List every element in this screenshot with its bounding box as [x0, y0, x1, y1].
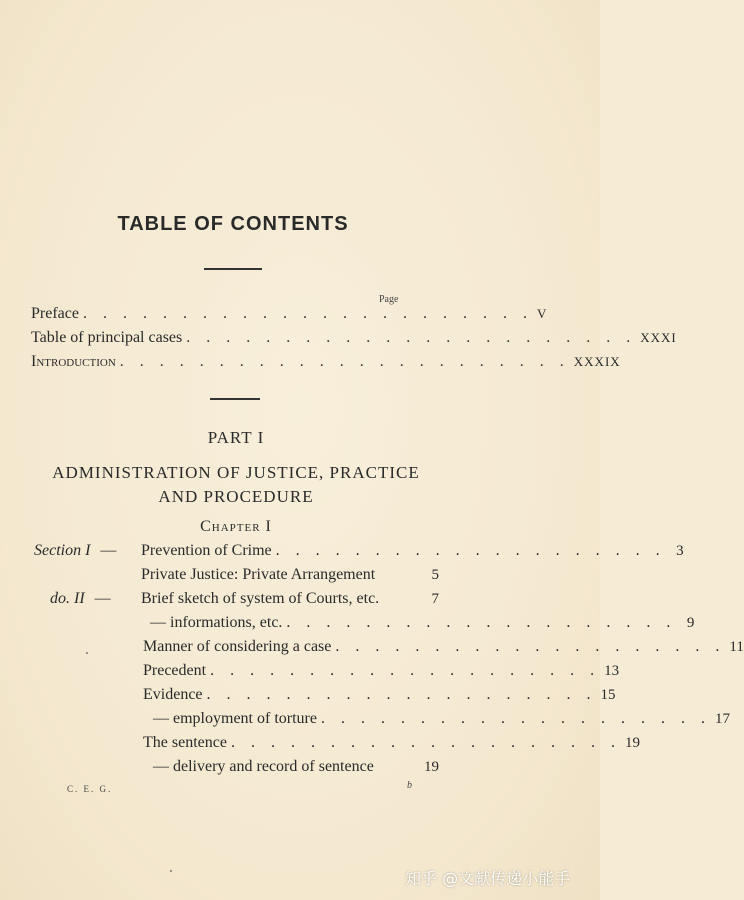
section-dash: —	[100, 542, 117, 559]
section-label-text: do. II	[50, 590, 85, 607]
part-heading: PART I	[207, 428, 265, 447]
toc-entry	[153, 758, 439, 778]
section-label-2	[50, 590, 111, 608]
toc-row-cases	[31, 329, 677, 349]
page-column-header: Page	[379, 294, 399, 305]
toc-label: Introduction	[31, 353, 116, 370]
leader-dots: . . . . . . . . . . . . . . . . . . . .	[320, 710, 711, 727]
entry-page: 19	[424, 759, 439, 775]
toc-label: Preface	[31, 305, 79, 322]
entry-title: — informations, etc.	[150, 614, 283, 631]
page-title: TABLE OF CONTENTS	[117, 213, 349, 235]
toc-page: XXXI	[640, 330, 677, 345]
chapter-heading: Chapter I	[200, 518, 272, 535]
entry-title: — employment of torture	[153, 710, 317, 727]
title-divider	[204, 268, 262, 270]
leader-dots: . . . . . . . . . . . . . . . . . . . .	[210, 662, 601, 679]
entry-page: 19	[624, 735, 640, 751]
toc-row-introduction	[31, 353, 621, 373]
toc-page: V	[536, 306, 548, 321]
leader-dots: . . . . . . . . . . . . . . . . . . . . . . .	[186, 329, 637, 346]
entry-title: The sentence	[143, 734, 227, 751]
leader-dots: . . . . . . . . . . . . . . . . . . . .	[335, 638, 726, 655]
toc-entry	[143, 734, 640, 754]
entry-page: 13	[604, 663, 620, 679]
entry-title: Precedent	[143, 662, 207, 679]
toc-entry	[143, 686, 616, 706]
toc-entry	[141, 542, 684, 562]
watermark-text: 知乎 @文献传递小能手	[405, 869, 571, 888]
entry-title: Manner of considering a case	[143, 638, 332, 655]
toc-entry	[143, 638, 744, 658]
leader-dots: . . . . . . . . . . . . . . . . . . . .	[286, 614, 677, 631]
footer-signature: C. E. G.	[67, 784, 113, 794]
entry-page: 5	[431, 567, 439, 583]
footer-sheet-mark: b	[407, 780, 412, 791]
paper-speck	[86, 652, 88, 654]
entry-page: 3	[676, 543, 684, 559]
section-label-1	[34, 542, 116, 560]
entry-title: Brief sketch of system of Courts, etc.	[141, 590, 380, 607]
toc-entry	[153, 710, 730, 730]
entry-title: Prevention of Crime	[141, 542, 272, 559]
leader-dots: . . . . . . . . . . . . . . . . . . . .	[275, 542, 666, 559]
entry-page: 15	[600, 687, 616, 703]
toc-entry	[143, 662, 620, 682]
paper-speck	[170, 870, 172, 872]
section-label-text: Section I	[34, 542, 91, 559]
leader-dots: . . . . . . . . . . . . . . . . . . . .	[206, 686, 597, 703]
toc-entry	[141, 566, 439, 586]
leader-dots: . . . . . . . . . . . . . . . . . . . .	[230, 734, 621, 751]
part-subtitle-line2: AND PROCEDURE	[158, 487, 314, 506]
toc-entry	[141, 590, 439, 610]
section-dash: —	[94, 590, 111, 607]
toc-row-preface	[31, 305, 548, 325]
entry-title: Private Justice: Private Arrangement	[141, 566, 376, 583]
leader-dots: . . . . . . . . . . . . . . . . . . . . . . .	[119, 353, 570, 370]
toc-page: XXXIX	[573, 354, 621, 369]
leader-dots: . . . . . . . . . . . . . . . . . . . . . . .	[82, 305, 533, 322]
section-divider	[210, 398, 260, 400]
entry-page: 9	[686, 615, 695, 631]
part-subtitle-line1: ADMINISTRATION OF JUSTICE, PRACTICE	[52, 463, 420, 482]
entry-page: 11	[729, 639, 744, 655]
entry-page: 7	[431, 591, 439, 607]
entry-title: — delivery and record of sentence	[153, 758, 374, 775]
toc-entry	[150, 614, 695, 634]
entry-title: Evidence	[143, 686, 203, 703]
entry-page: 17	[714, 711, 730, 727]
toc-label: Table of principal cases	[31, 329, 183, 346]
